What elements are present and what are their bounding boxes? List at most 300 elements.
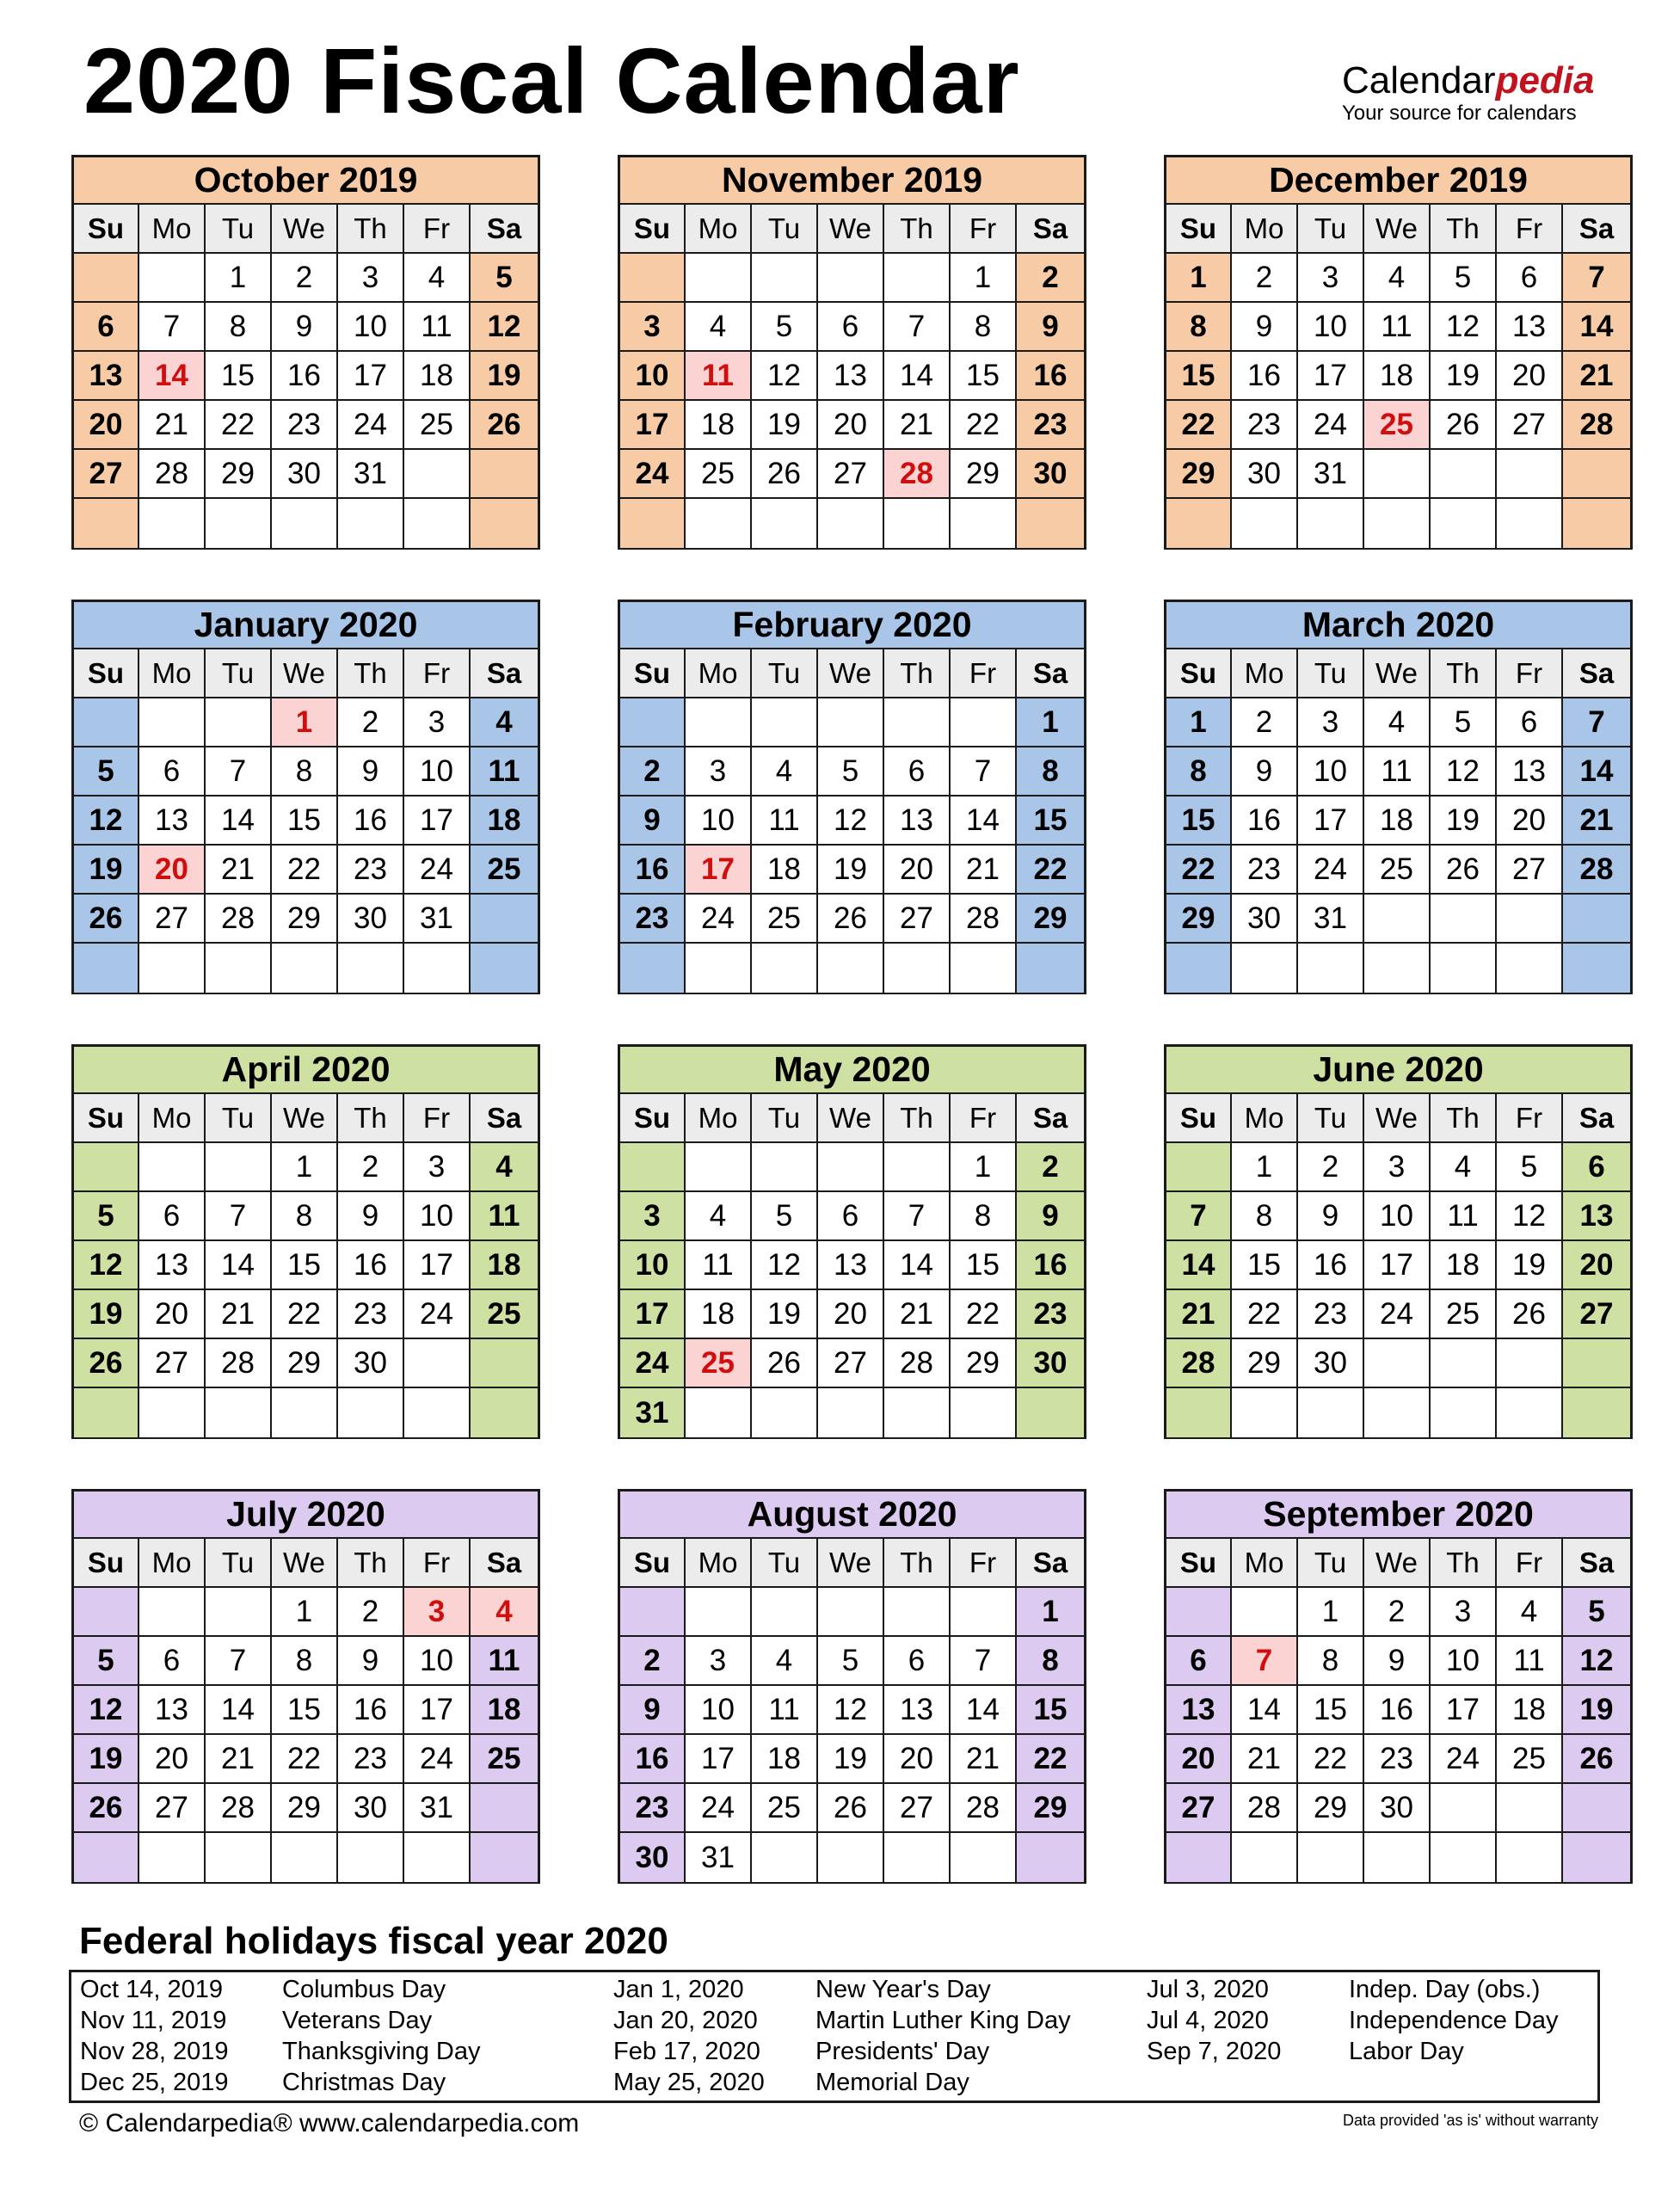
month-calendar (71, 155, 540, 550)
day-cell: 31 (1298, 450, 1364, 499)
holiday-date: Nov 28, 2019 (80, 2038, 229, 2065)
day-cell: 20 (1166, 1735, 1232, 1784)
day-cell: 21 (1166, 1290, 1232, 1339)
day-cell: 8 (1017, 747, 1084, 797)
weekday-header: We (272, 1539, 338, 1588)
day-cell: 18 (471, 1241, 538, 1290)
day-cell: 5 (74, 1637, 139, 1686)
day-cell: 8 (1166, 747, 1232, 797)
day-cell: 26 (74, 1339, 139, 1388)
day-cell: 21 (1232, 1735, 1298, 1784)
day-cell: 12 (818, 797, 884, 846)
month-title: September 2020 (1166, 1492, 1630, 1539)
day-cell: 8 (1017, 1637, 1084, 1686)
empty-day-cell (74, 1588, 139, 1637)
month-title: January 2020 (74, 602, 538, 649)
day-cell: 9 (338, 747, 404, 797)
empty-day-cell (1431, 499, 1497, 548)
empty-day-cell (884, 254, 951, 303)
day-cell: 16 (1232, 797, 1298, 846)
empty-day-cell (1563, 944, 1630, 993)
day-cell: 3 (404, 1143, 471, 1192)
day-cell: 23 (338, 846, 404, 895)
day-cell: 14 (951, 797, 1017, 846)
weekday-header: Th (884, 1539, 951, 1588)
holiday-day-cell: 14 (139, 352, 206, 401)
month-title: March 2020 (1166, 602, 1630, 649)
empty-day-cell (1497, 1339, 1563, 1388)
weekday-header: Su (74, 1539, 139, 1588)
day-cell: 13 (818, 352, 884, 401)
day-cell: 2 (1364, 1588, 1431, 1637)
day-cell: 5 (74, 1192, 139, 1241)
day-cell: 16 (1017, 1241, 1084, 1290)
day-cell: 10 (686, 797, 752, 846)
month-calendar (71, 1044, 540, 1439)
holiday-date: Oct 14, 2019 (80, 1976, 224, 2003)
day-cell: 30 (338, 895, 404, 944)
weekday-header: Tu (206, 1094, 272, 1143)
day-cell: 7 (951, 1637, 1017, 1686)
weekday-header: Sa (1563, 649, 1630, 698)
day-cell: 12 (74, 797, 139, 846)
day-cell: 20 (139, 1735, 206, 1784)
holiday-day-cell: 3 (404, 1588, 471, 1637)
empty-day-cell (884, 698, 951, 747)
empty-day-cell (1563, 450, 1630, 499)
empty-day-cell (338, 499, 404, 548)
empty-day-cell (404, 1339, 471, 1388)
weekday-header: Sa (471, 649, 538, 698)
day-cell: 29 (1298, 1784, 1364, 1833)
empty-day-cell (139, 1588, 206, 1637)
day-cell: 6 (1563, 1143, 1630, 1192)
day-cell: 27 (74, 450, 139, 499)
day-cell: 13 (139, 1241, 206, 1290)
day-cell: 12 (74, 1241, 139, 1290)
day-cell: 7 (884, 303, 951, 352)
empty-day-cell (206, 1588, 272, 1637)
weekday-header: Th (1431, 205, 1497, 254)
empty-day-cell (206, 1833, 272, 1882)
day-cell: 18 (1497, 1686, 1563, 1735)
weekday-header: Su (1166, 1539, 1232, 1588)
empty-day-cell (1563, 1339, 1630, 1388)
empty-day-cell (752, 1388, 818, 1437)
empty-day-cell (338, 1388, 404, 1437)
day-cell: 27 (1497, 401, 1563, 450)
day-cell: 27 (818, 1339, 884, 1388)
disclaimer-footer: Data provided 'as is' without warranty (1342, 2112, 1598, 2129)
day-cell: 3 (1298, 698, 1364, 747)
day-cell: 19 (74, 1735, 139, 1784)
empty-day-cell (818, 254, 884, 303)
day-cell: 31 (338, 450, 404, 499)
empty-day-cell (471, 1339, 538, 1388)
day-cell: 3 (1298, 254, 1364, 303)
weekday-header: Mo (686, 1094, 752, 1143)
day-cell: 12 (471, 303, 538, 352)
day-cell: 23 (620, 1784, 686, 1833)
day-cell: 7 (1563, 254, 1630, 303)
day-cell: 28 (206, 895, 272, 944)
empty-day-cell (884, 1143, 951, 1192)
day-cell: 22 (1166, 846, 1232, 895)
day-cell: 30 (338, 1784, 404, 1833)
weekday-header: Su (620, 649, 686, 698)
day-cell: 2 (272, 254, 338, 303)
empty-day-cell (404, 1388, 471, 1437)
day-cell: 1 (1232, 1143, 1298, 1192)
day-cell: 13 (1563, 1192, 1630, 1241)
empty-day-cell (1431, 1833, 1497, 1882)
day-cell: 23 (338, 1290, 404, 1339)
day-cell: 19 (752, 401, 818, 450)
day-cell: 25 (471, 1290, 538, 1339)
day-cell: 18 (686, 1290, 752, 1339)
weekday-header: Sa (471, 1539, 538, 1588)
day-cell: 9 (620, 1686, 686, 1735)
day-cell: 20 (1497, 352, 1563, 401)
empty-day-cell (471, 944, 538, 993)
empty-day-cell (404, 450, 471, 499)
day-cell: 11 (1431, 1192, 1497, 1241)
day-cell: 19 (1431, 797, 1497, 846)
day-cell: 12 (818, 1686, 884, 1735)
day-cell: 2 (1232, 254, 1298, 303)
day-cell: 1 (951, 254, 1017, 303)
day-cell: 14 (206, 1686, 272, 1735)
empty-day-cell (1497, 895, 1563, 944)
empty-day-cell (686, 944, 752, 993)
day-cell: 1 (1298, 1588, 1364, 1637)
day-cell: 5 (1497, 1143, 1563, 1192)
weekday-header: Tu (1298, 1539, 1364, 1588)
weekday-header: Sa (1563, 205, 1630, 254)
day-cell: 16 (338, 1241, 404, 1290)
day-cell: 5 (752, 303, 818, 352)
empty-day-cell (818, 1388, 884, 1437)
empty-day-cell (1364, 499, 1431, 548)
day-cell: 21 (206, 1735, 272, 1784)
day-cell: 19 (1497, 1241, 1563, 1290)
weekday-header: Mo (139, 205, 206, 254)
month-calendar (71, 600, 540, 994)
day-cell: 18 (752, 846, 818, 895)
day-cell: 29 (206, 450, 272, 499)
weekday-header: Tu (1298, 649, 1364, 698)
day-cell: 12 (1431, 747, 1497, 797)
day-cell: 26 (752, 450, 818, 499)
empty-day-cell (686, 1388, 752, 1437)
day-cell: 4 (1497, 1588, 1563, 1637)
day-cell: 14 (206, 1241, 272, 1290)
empty-day-cell (206, 698, 272, 747)
day-cell: 31 (404, 1784, 471, 1833)
holiday-date: Dec 25, 2019 (80, 2069, 229, 2096)
empty-day-cell (620, 1588, 686, 1637)
empty-day-cell (752, 254, 818, 303)
empty-day-cell (686, 499, 752, 548)
empty-day-cell (686, 1143, 752, 1192)
day-cell: 4 (471, 698, 538, 747)
weekday-header: Th (884, 205, 951, 254)
day-cell: 1 (1166, 698, 1232, 747)
day-cell: 22 (1017, 1735, 1084, 1784)
day-cell: 2 (338, 1588, 404, 1637)
day-cell: 26 (752, 1339, 818, 1388)
empty-day-cell (752, 698, 818, 747)
day-cell: 8 (272, 747, 338, 797)
day-cell: 4 (752, 747, 818, 797)
day-cell: 6 (139, 1192, 206, 1241)
day-cell: 9 (338, 1192, 404, 1241)
day-cell: 11 (1364, 303, 1431, 352)
brand-name-plain: Calendar (1342, 59, 1496, 101)
day-cell: 29 (1232, 1339, 1298, 1388)
day-cell: 17 (1298, 797, 1364, 846)
day-cell: 13 (139, 1686, 206, 1735)
day-cell: 2 (338, 698, 404, 747)
weekday-header: Mo (686, 205, 752, 254)
holiday-name: Indep. Day (obs.) (1349, 1976, 1541, 2003)
day-cell: 24 (1298, 401, 1364, 450)
empty-day-cell (884, 1388, 951, 1437)
empty-day-cell (1166, 1388, 1232, 1437)
day-cell: 14 (1232, 1686, 1298, 1735)
day-cell: 11 (471, 1637, 538, 1686)
day-cell: 27 (884, 1784, 951, 1833)
empty-day-cell (1364, 1339, 1431, 1388)
empty-day-cell (1017, 1833, 1084, 1882)
day-cell: 15 (951, 352, 1017, 401)
empty-day-cell (206, 499, 272, 548)
day-cell: 14 (1166, 1241, 1232, 1290)
day-cell: 1 (1017, 698, 1084, 747)
holidays-title: Federal holidays fiscal year 2020 (79, 1920, 668, 1962)
holiday-day-cell: 17 (686, 846, 752, 895)
holiday-name: Labor Day (1349, 2038, 1464, 2065)
day-cell: 12 (1431, 303, 1497, 352)
day-cell: 26 (1497, 1290, 1563, 1339)
weekday-header: Mo (686, 649, 752, 698)
month-title: June 2020 (1166, 1047, 1630, 1094)
weekday-header: We (272, 1094, 338, 1143)
holiday-date: Jul 3, 2020 (1147, 1976, 1269, 2003)
day-cell: 1 (1166, 254, 1232, 303)
empty-day-cell (272, 499, 338, 548)
holiday-date: Nov 11, 2019 (80, 2007, 227, 2034)
day-cell: 12 (752, 1241, 818, 1290)
weekday-header: Th (884, 649, 951, 698)
day-cell: 7 (206, 1192, 272, 1241)
empty-day-cell (620, 944, 686, 993)
day-cell: 12 (1497, 1192, 1563, 1241)
day-cell: 14 (1563, 303, 1630, 352)
day-cell: 10 (1431, 1637, 1497, 1686)
day-cell: 21 (884, 401, 951, 450)
day-cell: 17 (404, 1241, 471, 1290)
empty-day-cell (818, 1143, 884, 1192)
day-cell: 4 (686, 303, 752, 352)
day-cell: 16 (620, 1735, 686, 1784)
weekday-header: Tu (206, 649, 272, 698)
weekday-header: Tu (206, 1539, 272, 1588)
day-cell: 7 (206, 1637, 272, 1686)
holiday-name: Martin Luther King Day (815, 2007, 1071, 2034)
day-cell: 18 (1431, 1241, 1497, 1290)
weekday-header: Su (1166, 1094, 1232, 1143)
day-cell: 6 (1166, 1637, 1232, 1686)
empty-day-cell (139, 944, 206, 993)
day-cell: 24 (338, 401, 404, 450)
weekday-header: We (818, 649, 884, 698)
day-cell: 25 (752, 895, 818, 944)
day-cell: 8 (951, 303, 1017, 352)
empty-day-cell (74, 1143, 139, 1192)
empty-day-cell (471, 499, 538, 548)
empty-day-cell (1497, 450, 1563, 499)
day-cell: 19 (818, 1735, 884, 1784)
day-cell: 25 (1364, 846, 1431, 895)
day-cell: 16 (1232, 352, 1298, 401)
empty-day-cell (139, 1388, 206, 1437)
empty-day-cell (1563, 895, 1630, 944)
empty-day-cell (1232, 1388, 1298, 1437)
day-cell: 10 (1298, 303, 1364, 352)
day-cell: 26 (74, 1784, 139, 1833)
day-cell: 21 (1563, 352, 1630, 401)
day-cell: 22 (272, 846, 338, 895)
weekday-header: We (1364, 1539, 1431, 1588)
day-cell: 14 (884, 352, 951, 401)
day-cell: 11 (1497, 1637, 1563, 1686)
day-cell: 30 (1298, 1339, 1364, 1388)
day-cell: 13 (818, 1241, 884, 1290)
holiday-date: Jan 1, 2020 (613, 1976, 744, 2003)
day-cell: 22 (272, 1290, 338, 1339)
day-cell: 6 (139, 1637, 206, 1686)
empty-day-cell (1497, 944, 1563, 993)
weekday-header: Fr (951, 649, 1017, 698)
weekday-header: Sa (1017, 1539, 1084, 1588)
day-cell: 19 (74, 1290, 139, 1339)
day-cell: 18 (404, 352, 471, 401)
weekday-header: Th (338, 649, 404, 698)
day-cell: 28 (206, 1784, 272, 1833)
day-cell: 23 (1232, 401, 1298, 450)
day-cell: 26 (818, 1784, 884, 1833)
weekday-header: Sa (1017, 649, 1084, 698)
empty-day-cell (752, 1588, 818, 1637)
weekday-header: Mo (686, 1539, 752, 1588)
weekday-header: Fr (1497, 649, 1563, 698)
empty-day-cell (951, 944, 1017, 993)
day-cell: 10 (1364, 1192, 1431, 1241)
empty-day-cell (206, 1388, 272, 1437)
brand-name (1342, 59, 1600, 101)
day-cell: 10 (404, 1192, 471, 1241)
day-cell: 28 (1563, 401, 1630, 450)
day-cell: 28 (884, 1339, 951, 1388)
empty-day-cell (884, 944, 951, 993)
day-cell: 7 (139, 303, 206, 352)
day-cell: 23 (338, 1735, 404, 1784)
weekday-header: We (1364, 1094, 1431, 1143)
month-title: October 2019 (74, 157, 538, 205)
day-cell: 16 (338, 797, 404, 846)
day-cell: 17 (404, 1686, 471, 1735)
empty-day-cell (74, 1833, 139, 1882)
empty-day-cell (1431, 944, 1497, 993)
weekday-header: Fr (404, 1094, 471, 1143)
empty-day-cell (74, 499, 139, 548)
empty-day-cell (1166, 1143, 1232, 1192)
empty-day-cell (818, 499, 884, 548)
weekday-header: Mo (1232, 1539, 1298, 1588)
day-cell: 5 (1431, 254, 1497, 303)
day-cell: 14 (951, 1686, 1017, 1735)
day-cell: 3 (620, 1192, 686, 1241)
day-cell: 20 (1563, 1241, 1630, 1290)
empty-day-cell (620, 499, 686, 548)
day-cell: 22 (951, 1290, 1017, 1339)
empty-day-cell (1563, 1388, 1630, 1437)
brand-logo[interactable] (1342, 59, 1600, 126)
day-cell: 16 (338, 1686, 404, 1735)
copyright-footer[interactable]: © Calendarpedia® www.calendarpedia.com (79, 2109, 580, 2137)
day-cell: 3 (1364, 1143, 1431, 1192)
empty-day-cell (1017, 944, 1084, 993)
empty-day-cell (1166, 944, 1232, 993)
day-cell: 28 (1166, 1339, 1232, 1388)
empty-day-cell (471, 450, 538, 499)
day-cell: 27 (1497, 846, 1563, 895)
month-title: November 2019 (620, 157, 1084, 205)
day-cell: 13 (74, 352, 139, 401)
day-cell: 24 (404, 846, 471, 895)
day-cell: 9 (1232, 747, 1298, 797)
empty-day-cell (404, 499, 471, 548)
day-cell: 12 (752, 352, 818, 401)
empty-day-cell (338, 1833, 404, 1882)
day-cell: 17 (620, 1290, 686, 1339)
weekday-header: Th (338, 1539, 404, 1588)
holidays-table (69, 1970, 1600, 2103)
day-cell: 21 (206, 846, 272, 895)
day-cell: 27 (1166, 1784, 1232, 1833)
day-cell: 28 (951, 895, 1017, 944)
day-cell: 18 (752, 1735, 818, 1784)
day-cell: 24 (1364, 1290, 1431, 1339)
weekday-header: Tu (1298, 205, 1364, 254)
day-cell: 13 (1497, 303, 1563, 352)
day-cell: 18 (1364, 797, 1431, 846)
empty-day-cell (1497, 1833, 1563, 1882)
holiday-name: Independence Day (1349, 2007, 1559, 2034)
weekday-header: Tu (752, 1539, 818, 1588)
month-calendar (1164, 155, 1633, 550)
day-cell: 7 (206, 747, 272, 797)
weekday-header: Su (1166, 649, 1232, 698)
day-cell: 29 (1166, 895, 1232, 944)
empty-day-cell (1364, 450, 1431, 499)
empty-day-cell (139, 254, 206, 303)
empty-day-cell (1232, 1588, 1298, 1637)
day-cell: 4 (686, 1192, 752, 1241)
empty-day-cell (818, 1833, 884, 1882)
holiday-name: Veterans Day (282, 2007, 433, 2034)
